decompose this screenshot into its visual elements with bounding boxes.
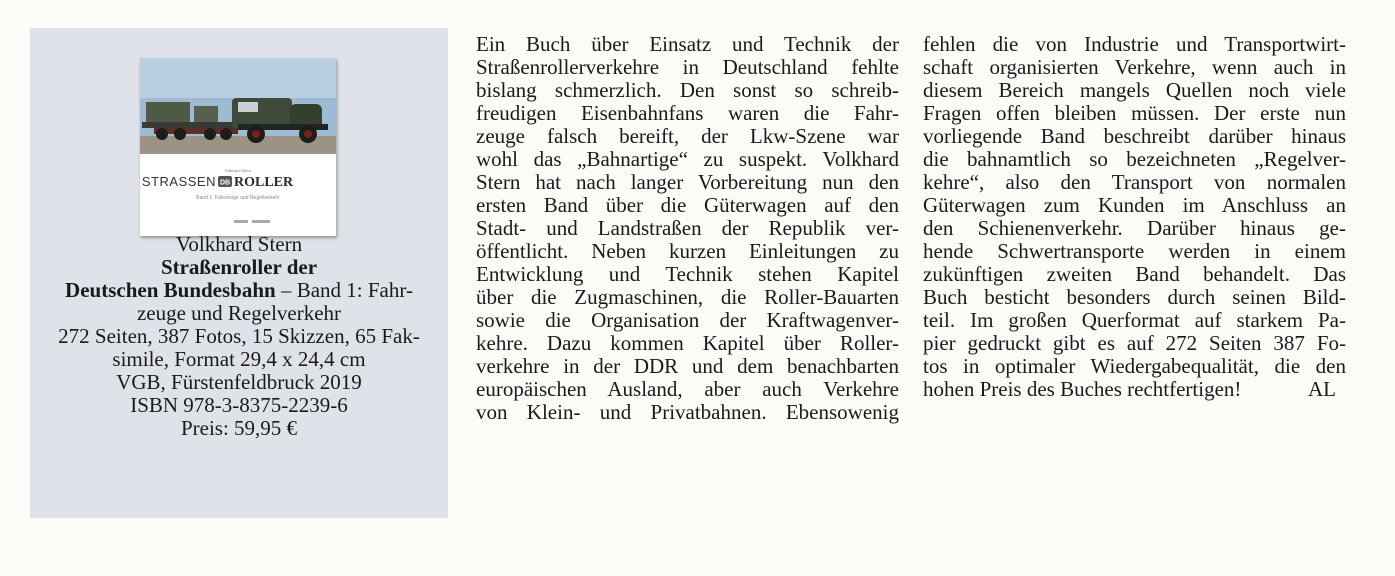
review-line: teil. Im großen Querformat auf starkem Pa- xyxy=(923,308,1346,332)
review-line: diesem Bereich mangels Quellen noch viele xyxy=(923,78,1346,102)
book-isbn: ISBN 978-3-8375-2239-6 xyxy=(130,393,348,417)
review-line: kehre“, also den Transport von normalen xyxy=(923,170,1346,194)
review-line: wohl das „Bahnartige“ zu suspekt. Volkhard xyxy=(476,147,899,171)
review-line: Ein Buch über Einsatz und Technik der xyxy=(476,32,899,56)
review-line: Entwicklung und Technik stehen Kapitel xyxy=(476,262,899,286)
book-price: Preis: 59,95 € xyxy=(180,416,298,440)
review-line: Stadt- und Landstraßen der Republik ver- xyxy=(476,216,899,240)
cover-top-text: Volkhard Stern xyxy=(224,168,252,173)
review-line: hende Schwertransporte werden in einem xyxy=(923,239,1346,263)
review-line: Buch besticht besonders durch seinen Bild- xyxy=(923,285,1346,309)
book-author: Volkhard Stern xyxy=(175,232,303,256)
book-publisher: VGB, Fürstenfeldbruck 2019 xyxy=(116,370,362,394)
book-specs-line2: simile, Format 29,4 x 24,4 cm xyxy=(112,347,366,371)
cover-title-right: ROLLER xyxy=(234,175,294,190)
cover-subtitle: Band 1: Fahrzeuge und Regelverkehr xyxy=(196,195,280,201)
review-signature: AL xyxy=(1308,377,1336,401)
review-line: bislang schmerzlich. Den sonst so schreib- xyxy=(476,78,899,102)
review-line: die bahnamtlich so bezeichneten „Regelver- xyxy=(923,147,1346,171)
review-last-line xyxy=(923,378,1336,401)
review-line: öffentlicht. Neben kurzen Einleitungen zu xyxy=(476,239,899,263)
review-line: tos in optimaler Wiedergabequalität, die den xyxy=(923,354,1346,378)
review-line: kehre. Dazu kommen Kapitel über Roller- xyxy=(476,331,899,355)
review-line: Fragen offen bleiben müssen. Der erste nun xyxy=(923,101,1346,125)
book-band-info: – Band 1: Fahr- xyxy=(275,278,413,302)
review-line: hohen Preis des Buches rechtfertigen! xyxy=(923,377,1242,401)
review-column-2 xyxy=(923,33,1346,401)
cover-title-left: STRASSEN xyxy=(141,174,216,189)
book-cover-photo xyxy=(140,58,336,236)
book-specs-line1: 272 Seiten, 387 Fotos, 15 Skizzen, 65 Fak- xyxy=(58,324,420,348)
review-line: von Klein- und Privatbahnen. Ebensowenig xyxy=(476,400,899,424)
book-cover-image xyxy=(140,58,336,236)
review-line: ersten Band über die Güterwagen auf den xyxy=(476,193,899,217)
book-info-box xyxy=(30,28,448,518)
review-line: fehlen die von Industrie und Transportwirt- xyxy=(923,32,1346,56)
book-subtitle: zeuge und Regelverkehr xyxy=(136,301,342,325)
book-details xyxy=(30,233,448,440)
review-line: freudigen Eisenbahnfans waren die Fahr- xyxy=(476,101,899,125)
review-column-1 xyxy=(476,33,899,424)
review-line: schaft organisierten Verkehre, wenn auch in xyxy=(923,55,1346,79)
review-line: Güterwagen zum Kunden im Anschluss an xyxy=(923,193,1346,217)
cover-title-mark: DB xyxy=(219,179,231,187)
review-line: Stern hat nach langer Vorbereitung nun den xyxy=(476,170,899,194)
review-line: vorliegende Band beschreibt darüber hinaus xyxy=(923,124,1346,148)
review-line: zeuge falsch bereift, der Lkw-Szene war xyxy=(476,124,899,148)
book-title-line1: Straßenroller der xyxy=(160,255,318,279)
review-line: sowie die Organisation der Kraftwagenver- xyxy=(476,308,899,332)
review-line: Straßenrollerverkehre in Deutschland fehlte xyxy=(476,55,899,79)
review-line: verkehre in der DDR und dem benachbarten xyxy=(476,354,899,378)
review-line: pier gedruckt gibt es auf 272 Seiten 387 Fo- xyxy=(923,331,1346,355)
review-line: zukünftigen zweiten Band behandelt. Das xyxy=(923,262,1346,286)
book-title-line2: Deutschen Bundesbahn xyxy=(65,278,276,302)
review-line: europäischen Ausland, aber auch Verkehre xyxy=(476,377,899,401)
review-line: den Schienenverkehr. Darüber hinaus ge- xyxy=(923,216,1346,240)
review-line: über die Zugmaschinen, die Roller-Bauarten xyxy=(476,285,899,309)
